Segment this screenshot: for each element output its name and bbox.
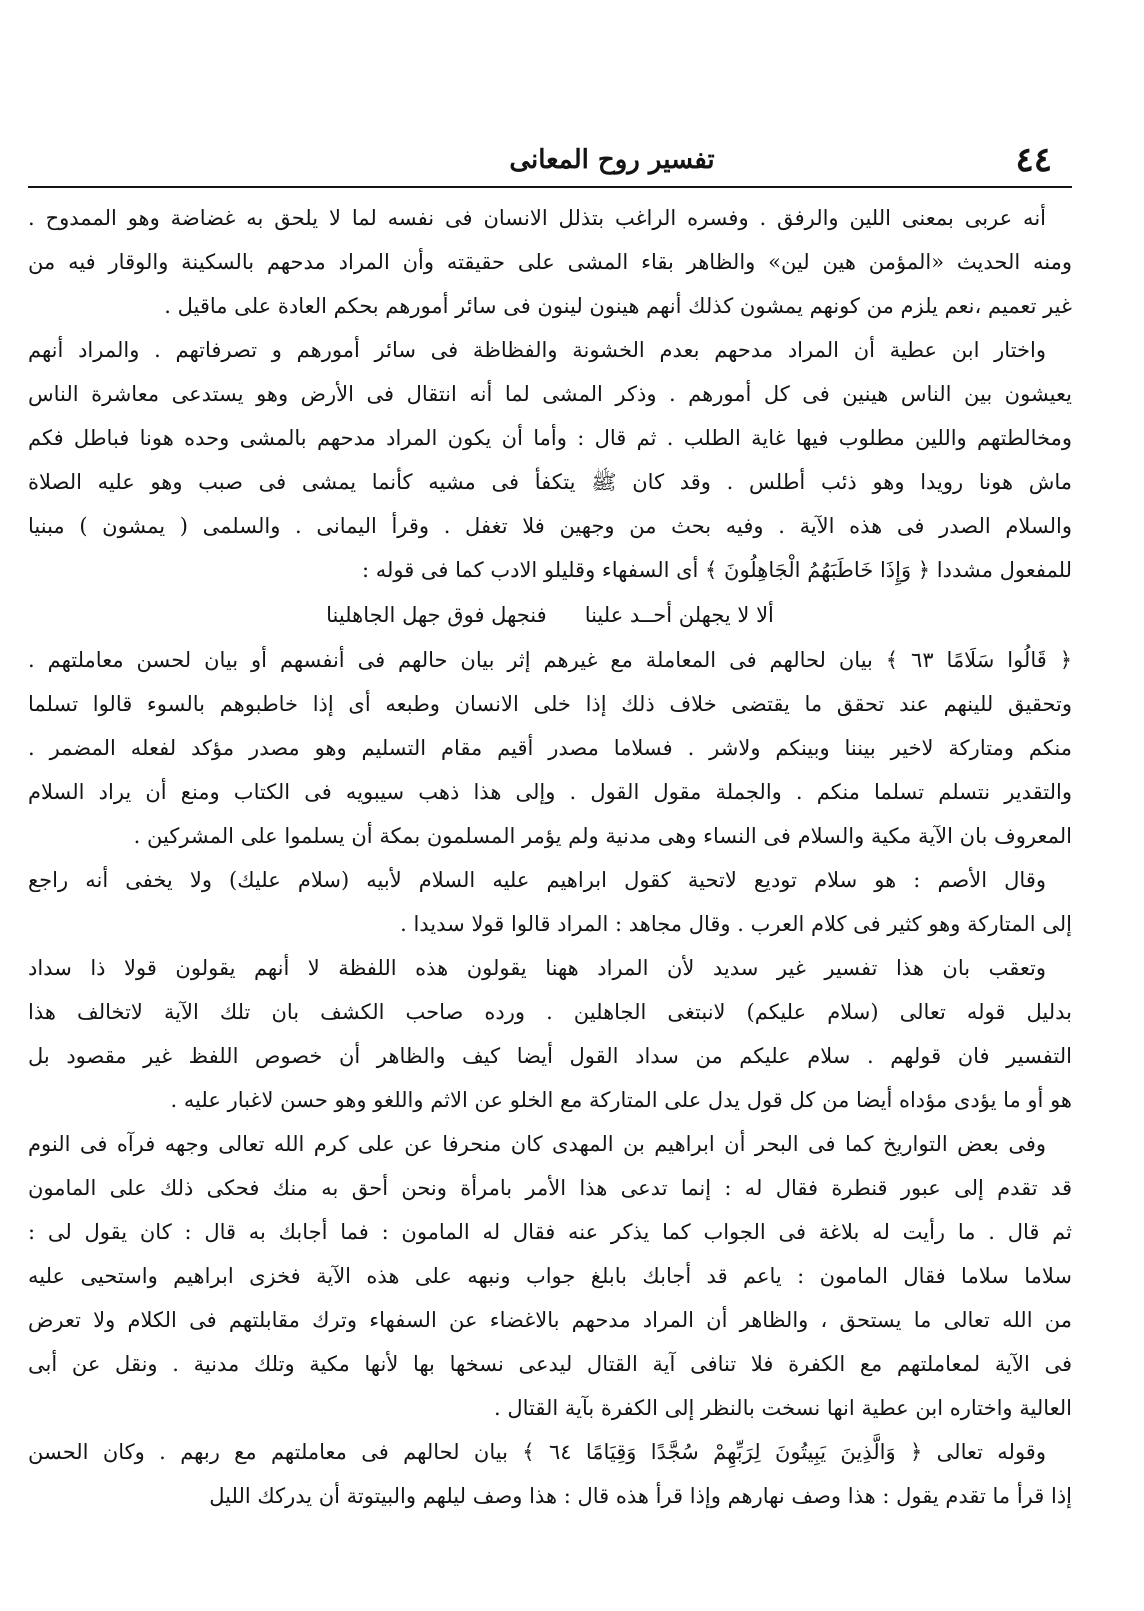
text-line: إذا قرأ ما تقدم يقول : هذا وصف نهارهم وإذا قرأ هذه قال : هذا وصف ليلهم والبيتوتة أن يدركك الليل [209,1484,1072,1508]
poem-hemistich: فنجهل فوق جهل الجاهلينا [326,603,547,627]
text-line: بدليل قوله تعالى (سلام عليكم) لانبتغى الجاهلين . ورده صاحب الكشف بان تلك الآية لاتخالف هذا [28,1000,1072,1024]
text-line: منكم ومتاركة لاخير بيننا وبينكم ولاشر . فسلاما مصدر أقيم مقام التسليم وهو مصدر مؤكد لفعله المضمر . [28,736,1072,760]
text-line: أنه عربى بمعنى اللين والرفق . وفسره الراغب بتذلل الانسان فى نفسه لما لا يلحق به غضاضة وهو الممدوح . [28,206,1046,230]
poem-hemistich: ألا لا يجهلن أحــد علينا [584,603,774,627]
paragraph [28,328,1072,592]
text-line: قد تقدم إلى عبور قنطرة فقال له : إنما تدعى هذا الأمر بامرأة ونحن أحق به منك فحكى ذلك على المامون [28,1176,1072,1200]
text-line: واختار ابن عطية أن المراد مدحهم بعدم الخشونة والفظاظة فى سائر أمورهم و تصرفاتهم . والمراد أنهم [28,338,1046,362]
text-line: للمفعول مشددا ﴿ وَإِذَا خَاطَبَهُمُ الْجَاهِلُونَ ﴾ أى السفهاء وقليلو الادب كما فى قوله : [361,558,1072,582]
text-line: ثم قال . ما رأيت له بلاغة فى الجواب كما يذكر عنه فقال له المامون : فما أجابك به قال : كان يقول لى : [28,1220,1072,1244]
text-line: وقال الأصم : هو سلام توديع لاتحية كقول ابراهيم عليه السلام لأبيه (سلام عليك) ولا يخفى أنه راجع [28,868,1046,892]
text-line: وفى بعض التواريخ كما فى البحر أن ابراهيم بن المهدى كان منحرفا عن على كرم الله تعالى وجهه فرآه فى النوم [28,1132,1046,1156]
paragraph [28,946,1072,1122]
text-line: التفسير فان قولهم . سلام عليكم من سداد القول أيضا كيف والظاهر أن خصوص اللفظ غير مقصود بل [28,1044,1072,1068]
page-header [172,134,1052,186]
page-number: ٤٤ [1015,140,1052,180]
text-line: هو أو ما يؤدى مؤداه أيضا من كل قول يدل على المتاركة مع الخلو عن الاثم واللغو وهو حسن لاغبار عليه . [170,1088,1072,1112]
text-line: يعيشون بين الناس هينين فى كل أمورهم . وذكر المشى لما أنه انتقال فى الأرض وهو يستدعى معاشرة الناس [28,382,1072,406]
text-line: ومنه الحديث «المؤمن هين لين» والظاهر بقاء المشى على حقيقته وأن المراد مدحهم بالسكينة والوقار فيه من [28,250,1072,274]
paragraph [28,858,1072,946]
text-line: ﴿ قَالُوا سَلَامًا ٦٣ ﴾ بيان لحالهم فى المعاملة مع غيرهم إثر بيان حالهم فى أنفسهم أو بيان لحسن معاملتهم . [28,648,1072,672]
text-line: المعروف بان الآية مكية والسلام فى النساء وهى مدنية ولم يؤمر المسلمون بمكة أن يسلموا على المشركين . [133,824,1072,848]
text-line: والسلام الصدر فى هذه الآية . وفيه بحث من وجهين فلا تغفل . وقرأ اليمانى . والسلمى ( يمشون ) مبنيا [28,514,1072,538]
text-line: سلاما سلاما فقال المامون : ياعم قد أجابك بابلغ جواب ونبهه على هذه الآية فخزى ابراهيم واستحيى عليه [28,1264,1072,1288]
paragraph [28,196,1072,328]
header-rule [28,186,1072,188]
text-line: وتعقب بان هذا تفسير غير سديد لأن المراد ههنا يقولون هذه اللفظة لا أنهم يقولون قولا ذا سداد [28,956,1046,980]
text-line: فى الآية لمعاملتهم مع الكفرة فلا تنافى آية القتال ليدعى نسخها بها لأنها مكية وتلك مدنية . ونقل عن أبى [28,1352,1072,1376]
page-body [28,196,1072,1518]
text-line: العالية واختاره ابن عطية انها نسخت بالنظر إلى الكفرة بآية القتال . [494,1396,1072,1420]
text-line: من الله تعالى ما يستحق ، والظاهر أن المراد مدحهم بالاغضاء عن السفهاء وترك مقابلتهم فى الكلام ولا تعرض [28,1308,1072,1332]
paragraph [28,638,1072,858]
text-line: والتقدير نتسلم تسلما منكم . والجملة مقول القول . وإلى هذا ذهب سيبويه فى الكتاب ومنع أن يراد السلام [28,780,1072,804]
running-title: تفسير روح المعانى [509,145,715,175]
text-line: وتحقيق للينهم عند تحقق ما يقتضى خلاف ذلك إذا خلى الانسان وطبعه أى إذا خاطبوهم بالسوء قالوا تسلما [28,692,1072,716]
paragraph [28,1430,1072,1518]
text-line: غير تعميم ،نعم يلزم من كونهم يمشون كذلك أنهم هينون لينون فى سائر أمورهم بحكم العادة على ماقيل . [164,294,1072,318]
text-line: ماش هونا رويدا وهو ذئب أطلس . وقد كان ﷺ يتكفأ فى مشيه كأنما يمشى فى صبب وهو عليه الصلاة [28,470,1072,494]
text-line: إلى المتاركة وهو كثير فى كلام العرب . وقال مجاهد : المراد قالوا قولا سديدا . [400,912,1072,936]
text-line: ومخالطتهم واللين مطلوب فيها غاية الطلب . ثم قال : وأما أن يكون المراد مدحهم بالمشى وحده هونا فباطل فكم [28,426,1072,450]
text-line: وقوله تعالى ﴿ وَالَّذِينَ يَبِيتُونَ لِرَبِّهِمْ سُجَّدًا وَقِيَامًا ٦٤ ﴾ بيان لحالهم فى معاملتهم مع ربهم . وكان الحسن [28,1440,1046,1464]
poem-verse [28,592,1072,638]
paragraph [28,1122,1072,1430]
